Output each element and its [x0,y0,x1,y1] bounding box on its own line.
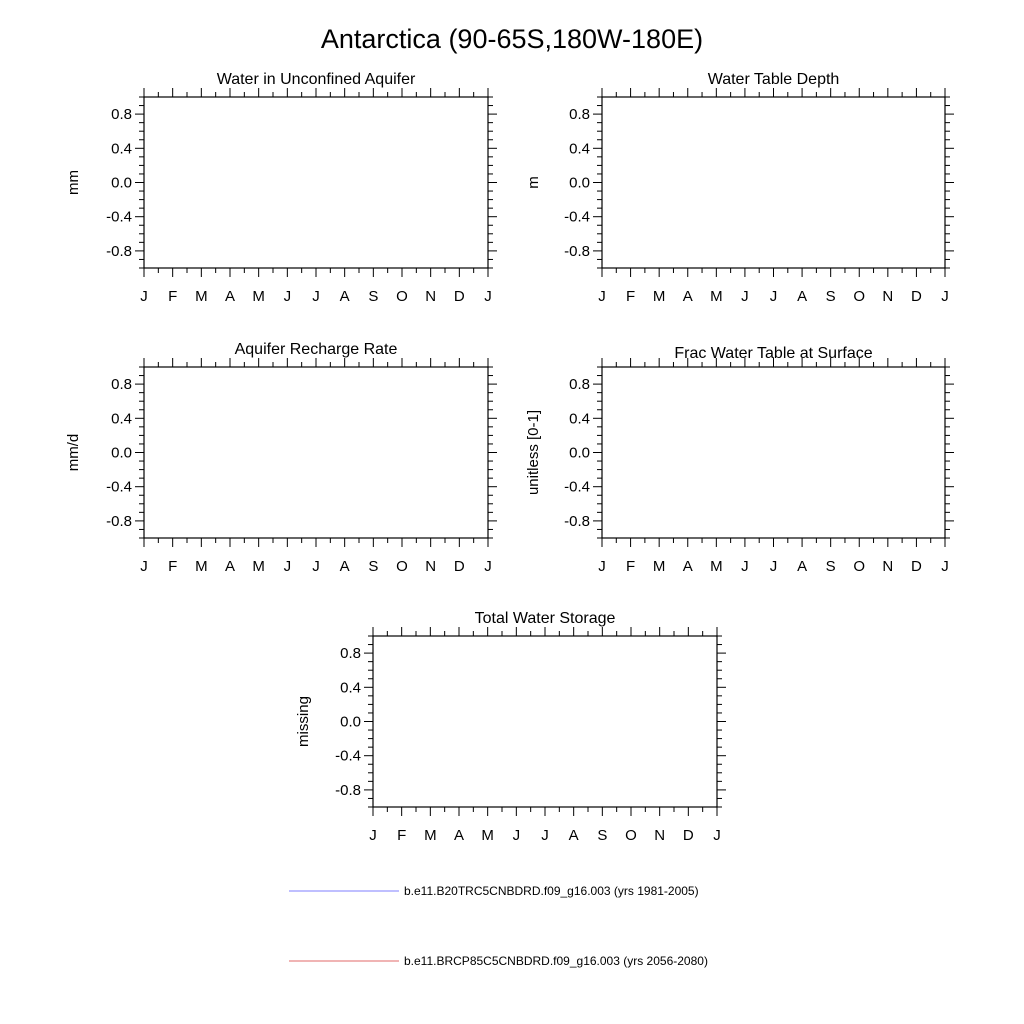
x-tick-label: S [597,827,608,844]
x-tick-label: M [652,288,666,305]
x-tick-label: J [283,558,292,575]
x-tick-label: J [713,827,721,844]
y-tick-label: 0.4 [111,140,132,158]
x-tick-label: M [252,558,265,575]
x-tick-label: O [625,827,637,844]
x-tick-label: J [369,827,377,844]
x-tick-label: F [168,288,178,305]
x-tick-label: N [654,827,666,844]
x-tick-label: A [224,288,236,305]
panel-title: Total Water Storage [474,610,616,627]
y-tick-label: 0.8 [111,376,132,394]
legend-label: b.e11.BRCP85C5CNBDRD.f09_g16.003 (yrs 2056-2080) [404,954,708,968]
x-tick-label: M [252,288,265,305]
x-tick-label: F [625,288,636,305]
y-tick-label: -0.4 [335,747,361,765]
x-tick-label: A [682,288,693,305]
x-tick-label: A [797,558,808,575]
x-tick-label: D [910,288,922,305]
x-tick-label: D [453,558,465,575]
x-tick-label: J [598,288,606,305]
y-tick-label: 0.0 [111,174,132,192]
y-tick-label: 0.4 [340,679,361,697]
y-tick-label: 0.4 [111,410,132,428]
y-axis-label: unitless [0-1] [525,409,542,496]
x-tick-label: A [453,827,465,844]
x-tick-label: J [283,288,292,305]
x-tick-label: M [710,558,723,575]
x-tick-label: O [853,558,866,575]
x-tick-label: M [195,558,208,575]
x-tick-label: A [224,558,236,575]
x-tick-label: F [397,827,407,844]
x-tick-label: F [625,558,636,575]
x-tick-label: O [853,288,866,305]
y-tick-label: 0.8 [569,106,590,124]
x-tick-label: M [481,827,494,844]
panel-title: Water Table Depth [707,71,840,88]
x-tick-label: S [825,288,836,305]
panel-title: Water in Unconfined Aquifer [216,71,416,88]
x-tick-label: N [882,288,894,305]
y-axis-label: mm/d [65,433,82,472]
x-tick-label: A [568,827,579,844]
x-tick-label: J [512,827,521,844]
x-tick-label: J [484,288,492,305]
x-tick-label: J [140,558,148,575]
y-tick-label: -0.4 [106,208,132,226]
x-tick-label: N [425,558,437,575]
x-tick-label: M [652,558,666,575]
x-tick-label: D [682,827,694,844]
x-tick-label: J [312,558,320,575]
y-tick-label: 0.0 [340,713,361,731]
x-tick-label: J [140,288,148,305]
y-tick-label: 0.0 [111,444,132,462]
y-tick-label: -0.8 [564,512,590,530]
x-tick-label: N [425,288,437,305]
x-tick-label: D [453,288,465,305]
x-tick-label: J [541,827,549,844]
y-tick-label: -0.8 [335,781,361,799]
y-tick-label: 0.0 [569,444,590,462]
y-tick-label: -0.8 [106,512,132,530]
x-tick-label: J [598,558,606,575]
x-tick-label: A [797,288,808,305]
y-tick-label: 0.0 [569,174,590,192]
x-tick-label: J [769,288,778,305]
y-axis-label: mm [65,170,82,195]
x-tick-label: O [396,288,408,305]
x-tick-label: M [424,827,437,844]
x-tick-label: D [910,558,922,575]
figure-title: Antarctica (90-65S,180W-180E) [320,24,704,54]
x-tick-label: J [941,558,949,575]
y-tick-label: 0.8 [569,376,590,394]
x-tick-label: S [368,558,379,575]
y-tick-label: -0.4 [564,478,590,496]
x-tick-label: A [682,558,693,575]
x-tick-label: F [168,558,178,575]
y-axis-label: missing [295,696,312,747]
x-tick-label: J [484,558,492,575]
x-tick-label: S [825,558,836,575]
y-tick-label: 0.8 [340,645,361,663]
legend-label: b.e11.B20TRC5CNBDRD.f09_g16.003 (yrs 1981-2005) [404,884,699,898]
y-tick-label: 0.4 [569,410,590,428]
panel-title: Aquifer Recharge Rate [234,341,398,358]
x-tick-label: M [195,288,208,305]
y-tick-label: -0.8 [564,242,590,260]
x-tick-label: J [769,558,778,575]
panel-title: Frac Water Table at Surface [674,345,873,362]
x-tick-label: O [396,558,408,575]
x-tick-label: A [339,288,350,305]
y-axis-label: m [525,176,542,189]
y-tick-label: -0.4 [564,208,590,226]
x-tick-label: M [710,288,723,305]
x-tick-label: J [312,288,320,305]
x-tick-label: J [741,288,749,305]
x-tick-label: N [882,558,894,575]
y-tick-label: -0.8 [106,242,132,260]
y-tick-label: -0.4 [106,478,132,496]
y-tick-label: 0.8 [111,106,132,124]
x-tick-label: J [741,558,749,575]
x-tick-label: S [368,288,379,305]
x-tick-label: J [941,288,949,305]
x-tick-label: A [339,558,350,575]
y-tick-label: 0.4 [569,140,590,158]
